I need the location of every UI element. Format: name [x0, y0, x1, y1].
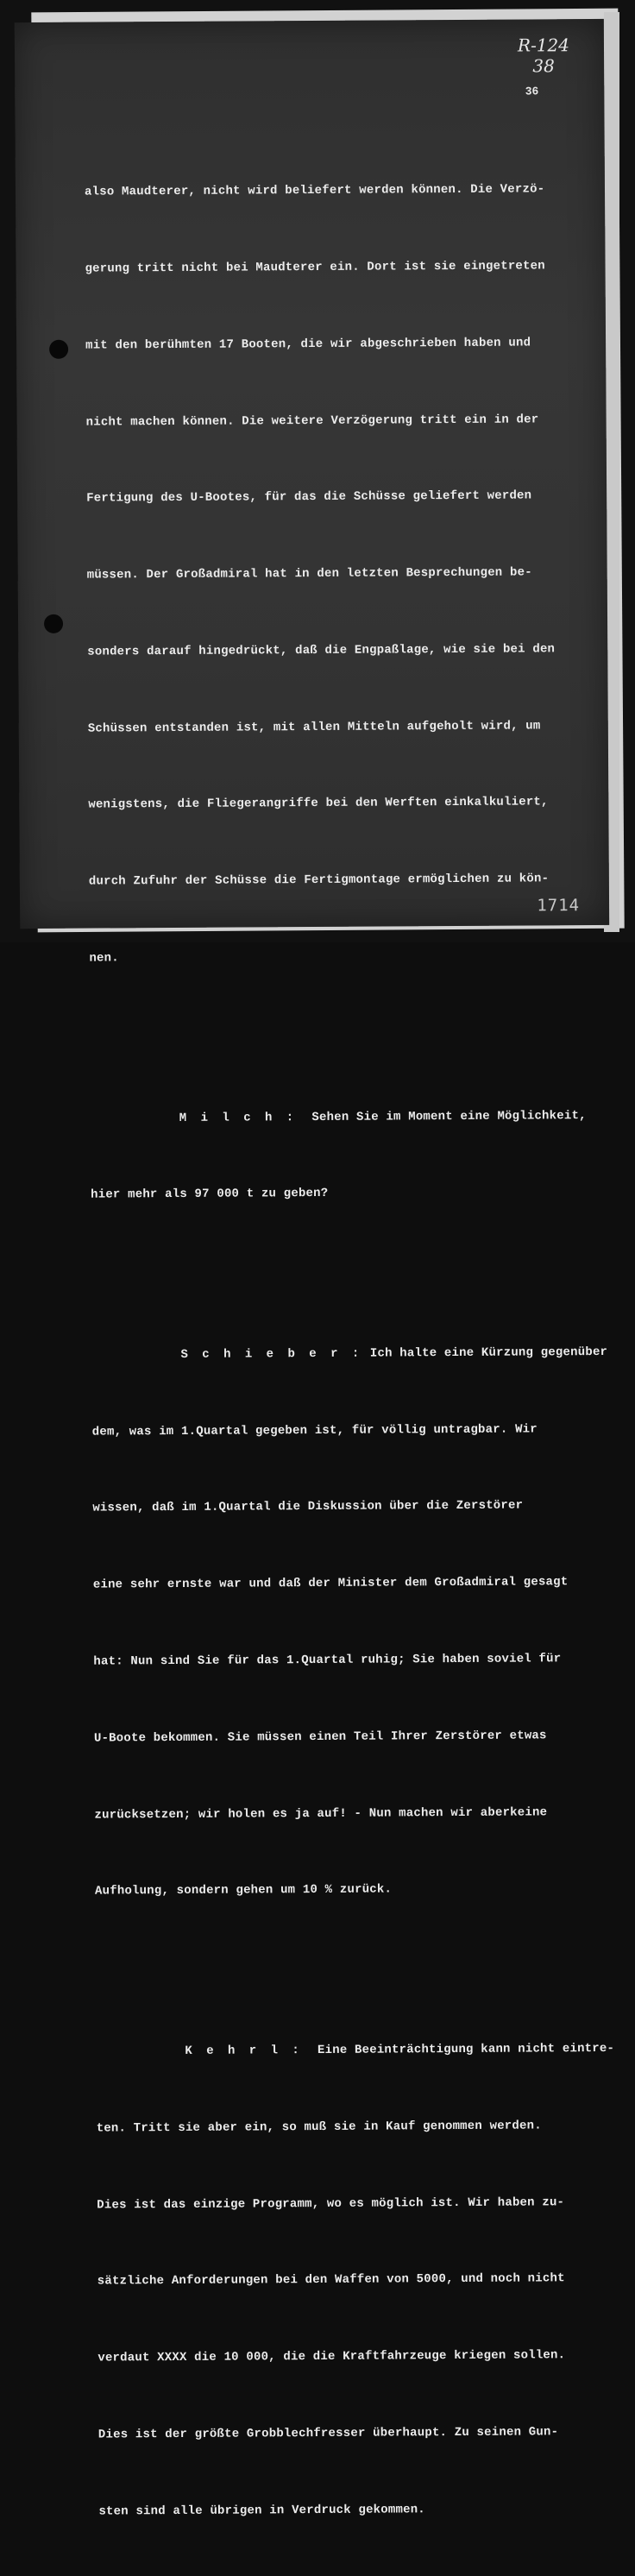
- text-line: sten sind alle übrigen in Verdruck gekommen.: [98, 2502, 425, 2519]
- paragraph-gap: [96, 1979, 605, 1989]
- text-line: U-Boote bekommen. Sie müssen einen Teil Ihrer Zerstörer etwas: [93, 1729, 547, 1746]
- text-line: nicht machen können. Die weitere Verzögerung tritt ein in der: [85, 412, 539, 430]
- text-line: also Maudterer, nicht wird beliefert werden können. Die Verzö-: [84, 182, 545, 199]
- page-number: 36: [525, 85, 539, 98]
- speech-kehrl: [96, 2037, 615, 2065]
- text-line: zurücksetzen; wir holen es ja auf! - Nun machen wir aberkeine: [94, 1804, 548, 1823]
- text-line: nen.: [89, 951, 119, 966]
- handwritten-document-reference: [509, 35, 578, 76]
- doc-ref-code: R-124: [517, 35, 570, 56]
- page-content: [15, 19, 615, 2519]
- text-line: Eine Beeinträchtigung kann nicht eintre-: [317, 2041, 615, 2057]
- text-line: mit den berühmten 17 Booten, die wir abgeschrieben haben und: [85, 336, 531, 353]
- text-line: sätzliche Anforderungen bei den Waffen von 5000, und noch nicht: [97, 2271, 565, 2289]
- document-page: [15, 19, 615, 2519]
- text-line: Dies ist das einzige Programm, wo es möglich ist. Wir haben zu-: [97, 2195, 565, 2213]
- speaker-milch: M i l c h :: [179, 1110, 298, 1125]
- text-line: hat: Nun sind Sie für das 1.Quartal ruhig; Sie haben soviel für: [93, 1652, 562, 1669]
- text-line: Sehen Sie im Moment eine Möglichkeit,: [311, 1108, 587, 1124]
- punch-hole-bottom: [44, 614, 63, 633]
- text-line: gerung tritt nicht bei Maudterer ein. Dort ist sie eingetreten: [85, 259, 545, 276]
- text-line: wenigstens, die Fliegerangriffe bei den Werften einkalkuliert,: [88, 795, 549, 813]
- text-line: Fertigung des U-Bootes, für das die Schüsse geliefert werden: [86, 488, 532, 506]
- doc-ref-number: 38: [532, 55, 555, 77]
- speech-schieber: [91, 1340, 608, 1369]
- text-line: durch Zufuhr der Schüsse die Fertigmontage ermöglichen zu kön-: [88, 872, 550, 889]
- text-line: Aufholung, sondern gehen um 10 % zurück.: [94, 1882, 393, 1899]
- punch-hole-top: [49, 340, 68, 359]
- text-line: Schüssen entstanden ist, mit allen Mitteln aufgeholt wird, um: [87, 719, 541, 736]
- archive-stamp-number: 1714: [537, 896, 581, 916]
- text-line: müssen. Der Großadmiral hat in den letzten Besprechungen be-: [86, 565, 532, 583]
- text-line: hier mehr als 97 000 t zu geben?: [91, 1187, 329, 1202]
- speaker-schieber: S c h i e b e r :: [180, 1346, 363, 1362]
- speaker-kehrl: K e h r l :: [185, 2044, 303, 2058]
- paragraph-gap: [90, 1045, 599, 1055]
- text-line: eine sehr ernste war und daß der Minister dem Großadmiral gesagt: [92, 1575, 569, 1592]
- text-line: verdaut XXXX die 10 000, die die Kraftfahrzeuge kriegen sollen.: [97, 2348, 566, 2365]
- speech-milch: [90, 1104, 599, 1132]
- text-line: Ich halte eine Kürzung gegenüber: [369, 1345, 608, 1361]
- typewritten-transcript: [84, 126, 615, 2576]
- text-line: dem, was im 1.Quartal gegeben ist, für völlig untragbar. Wir: [91, 1422, 538, 1439]
- text-line: wissen, daß im 1.Quartal die Diskussion über die Zerstörer: [92, 1498, 524, 1516]
- text-line: Dies ist der größte Grobblechfresser überhaupt. Zu seinen Gun-: [97, 2425, 559, 2442]
- text-line: sonders darauf hingedrückt, daß die Engpaßlage, wie sie bei den: [87, 642, 556, 659]
- paragraph-gap: [91, 1282, 600, 1293]
- text-line: ten. Tritt sie aber ein, so muß sie in Kauf genommen werden.: [96, 2119, 542, 2136]
